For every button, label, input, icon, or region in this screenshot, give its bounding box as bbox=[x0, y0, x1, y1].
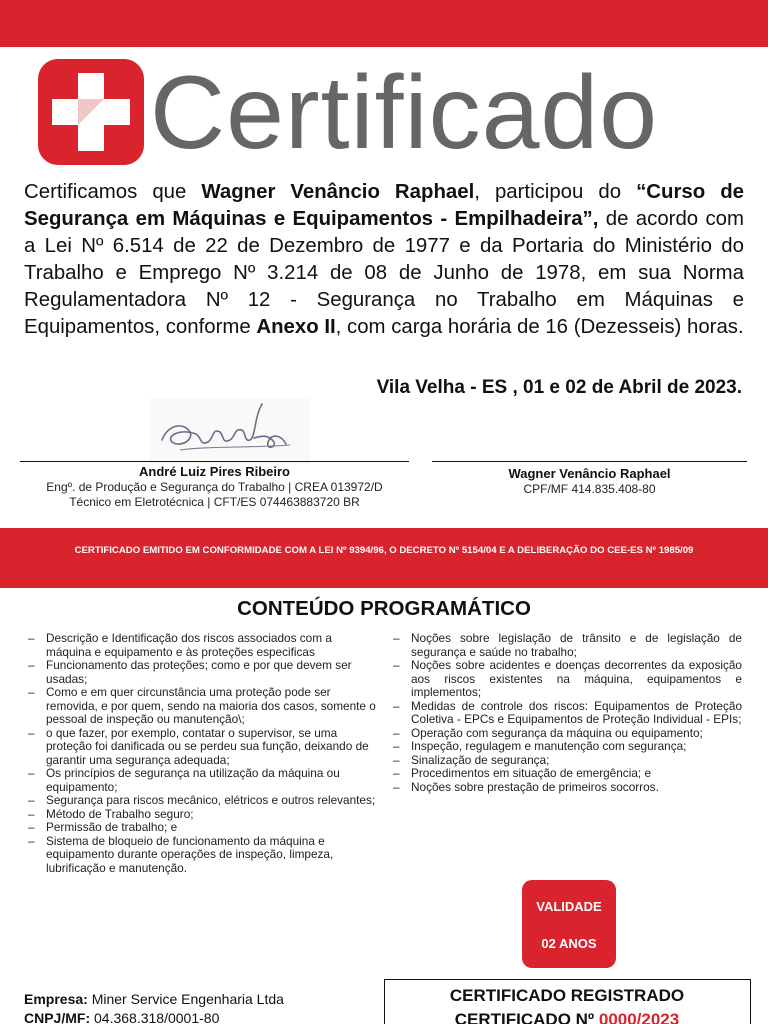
validity-label: VALIDADE bbox=[536, 899, 602, 914]
company-label: Empresa: bbox=[24, 991, 88, 1007]
program-item: – Noções sobre prestação de primeiros socorros. bbox=[389, 781, 742, 795]
medical-cross-icon bbox=[38, 59, 144, 165]
program-item: – Operação com segurança da máquina ou equipamento; bbox=[389, 727, 742, 741]
instructor-name: André Luiz Pires Ribeiro bbox=[139, 464, 290, 479]
place-date: Vila Velha - ES , 01 e 02 de Abril de 2023. bbox=[376, 377, 742, 398]
certificate-title: Certificado bbox=[150, 55, 659, 171]
company-info bbox=[24, 990, 284, 1024]
instructor-credential-2: Técnico em Eletrotécnica | CFT/ES 074463883720 BR bbox=[69, 495, 360, 509]
certificate-statement: Certificamos que Wagner Venâncio Raphael, participou do “Curso de Segurança em Máquinas e Equipamentos - Empilhadeira”, de acordo com a Lei Nº 6.514 de 22 de Dezembro de 1977 e da Portaria do Ministério do Trabalho e Emprego Nº 3.214 de 08 de Junho de 1978, em sua Norma Regulamentadora Nº 12 - Segurança no Trabalho em Máquinas e Equipamentos, conforme Anexo II, com carga horária de 16 (Dezesseis) horas. bbox=[24, 181, 745, 338]
program-list-right bbox=[389, 632, 742, 794]
program-item: – Procedimentos em situação de emergência; e bbox=[389, 767, 742, 781]
program-item: – Sistema de bloqueio de funcionamento da máquina e equipamento durante operações de inspeção, limpeza, lubrificação e manutenção. bbox=[24, 835, 378, 876]
student-signature-block bbox=[432, 466, 747, 497]
participant-name: Wagner Venâncio Raphael bbox=[201, 181, 475, 203]
validity-value: 02 ANOS bbox=[541, 936, 597, 951]
program-item: – Como e em quer circunstância uma proteção pode ser removida, e por quem, sendo na maioria dos casos, somente o pessoal de inspeção ou manutenção\; bbox=[24, 686, 378, 727]
conformity-banner bbox=[0, 528, 768, 588]
registration-box bbox=[384, 979, 751, 1024]
handwritten-signature bbox=[150, 398, 310, 464]
program-item: – Noções sobre acidentes e doenças decorrentes da exposição aos riscos existentes na máquina, equipamentos e implementos; bbox=[389, 659, 742, 700]
program-item: – Sinalização de segurança; bbox=[389, 754, 742, 768]
program-item: – Funcionamento das proteções; como e por que devem ser usadas; bbox=[24, 659, 378, 686]
validity-badge bbox=[522, 880, 616, 968]
program-item: – Descrição e Identificação dos riscos associados com a máquina e equipamento e às proteções especificas bbox=[24, 632, 378, 659]
top-red-bar bbox=[0, 0, 768, 47]
program-item: – Inspeção, regulagem e manutenção com segurança; bbox=[389, 740, 742, 754]
registration-number-label: CERTIFICADO Nº bbox=[454, 1010, 599, 1024]
cnpj-row bbox=[24, 1009, 284, 1024]
instructor-credential-1: Engº. de Produção e Segurança do Trabalho | CREA 013972/D bbox=[46, 480, 383, 494]
student-name: Wagner Venâncio Raphael bbox=[508, 466, 671, 481]
cnpj-label: CNPJ/MF: bbox=[24, 1010, 91, 1024]
program-item: – Método de Trabalho seguro; bbox=[24, 808, 378, 822]
cnpj-value: 04.368.318/0001-80 bbox=[90, 1010, 220, 1024]
conformity-text: CERTIFICADO EMITIDO EM CONFORMIDADE COM A LEI Nº 9394/96, O DECRETO Nº 5154/04 E A DELIBERAÇÃO DO CEE-ES Nº 1985/09 bbox=[74, 545, 694, 556]
program-title: CONTEÚDO PROGRAMÁTICO bbox=[237, 597, 531, 620]
instructor-signature-block bbox=[20, 464, 409, 510]
student-cpf: CPF/MF 414.835.408-80 bbox=[523, 482, 656, 496]
program-item: – Medidas de controle dos riscos: Equipamentos de Proteção Coletiva - EPCs e Equipamentos de Proteção Individual - EPIs; bbox=[389, 700, 742, 727]
company-name: Miner Service Engenharia Ltda bbox=[87, 991, 284, 1007]
course-name: “Curso de Segurança em Máquinas e Equipamentos - Empilhadeira”, bbox=[24, 181, 744, 230]
program-list-left bbox=[24, 632, 378, 875]
program-item: – Permissão de trabalho; e bbox=[24, 821, 378, 835]
registration-number: 0000/2023 bbox=[598, 1010, 680, 1024]
signature-line-instructor bbox=[20, 461, 409, 462]
program-item: – Segurança para riscos mecânico, elétricos e outros relevantes; bbox=[24, 794, 378, 808]
registration-number-row bbox=[385, 1010, 749, 1024]
program-item: – Os princípios de segurança na utilização da máquina ou equipamento; bbox=[24, 767, 378, 794]
program-item: – o que fazer, por exemplo, contatar o supervisor, se uma proteção foi danificada ou se perdeu sua função, deixando de garantir uma segurança adequada; bbox=[24, 727, 378, 768]
signature-line-student bbox=[432, 461, 747, 462]
registration-title: CERTIFICADO REGISTRADO bbox=[449, 986, 685, 1005]
program-item: – Noções sobre legislação de trânsito e de legislação de segurança e saúde no trabalho; bbox=[389, 632, 742, 659]
company-row bbox=[24, 990, 284, 1009]
annex-label: Anexo II bbox=[256, 316, 336, 338]
